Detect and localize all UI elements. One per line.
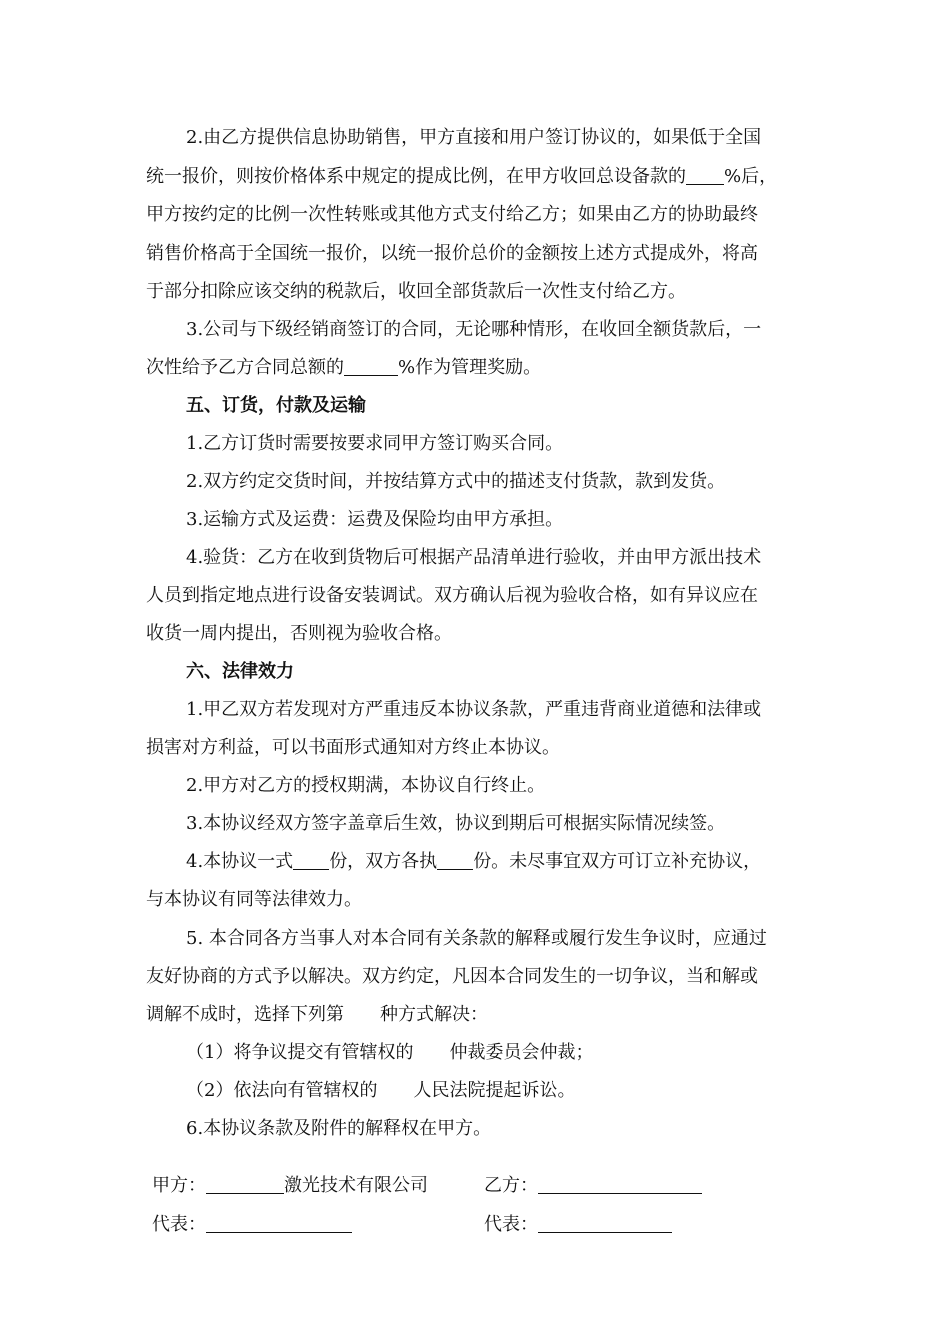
sec6-item2: 2.甲方对乙方的授权期满，本协议自行终止。: [186, 775, 546, 796]
party-a-company: 激光技术有限公司: [284, 1175, 428, 1196]
section6-heading: 六、法律效力: [186, 661, 294, 682]
sec6-item4-line1: [186, 849, 761, 875]
rep-a-signature: [152, 1212, 352, 1238]
sec6-item4-text-c: 份。未尽事宜双方可订立补充协议，: [473, 851, 762, 872]
each-holds-blank: [437, 851, 473, 870]
sec6-item3: 3.本协议经双方签字盖章后生效，协议到期后可根据实际情况续签。: [186, 813, 726, 834]
sec4-item2-text-a: 统一报价，则按价格体系中规定的提成比例，在甲方收回总设备款的: [146, 166, 686, 187]
sec5-item4-line3: 收货一周内提出，否则视为验收合格。: [146, 623, 452, 644]
rep-a-blank: [206, 1214, 352, 1233]
party-b-signature: [484, 1173, 702, 1199]
sec6-item6: 6.本协议条款及附件的解释权在甲方。: [186, 1118, 492, 1139]
sec4-item3-text-b: %作为管理奖励。: [398, 357, 542, 378]
sec5-item1: 1.乙方订货时需要按要求同甲方签订购买合同。: [186, 433, 564, 454]
bonus-percent-blank: [344, 357, 398, 376]
party-a-signature: [152, 1173, 428, 1199]
sec4-item2-line1: 2.由乙方提供信息协助销售，甲方直接和用户签订协议的，如果低于全国: [186, 127, 762, 148]
rep-a-label: 代表：: [152, 1214, 206, 1235]
sec6-item5-line3: 调解不成时，选择下列第 种方式解决：: [146, 1004, 488, 1025]
party-a-label: 甲方：: [152, 1175, 206, 1196]
sec6-item4-text-a: 4.本协议一式: [186, 851, 294, 872]
sec6-item4-line2: 与本协议有同等法律效力。: [146, 889, 362, 910]
sec4-item2-text-b: %后，: [724, 166, 778, 187]
sec4-item2-line2: [146, 164, 777, 190]
rep-b-signature: [484, 1212, 672, 1238]
sec4-item3-text-a: 次性给予乙方合同总额的: [146, 357, 344, 378]
party-a-name-blank: [206, 1175, 284, 1194]
sec5-item4-line1: 4.验货：乙方在收到货物后可根据产品清单进行验收，并由甲方派出技术: [186, 547, 762, 568]
sec5-item2: 2.双方约定交货时间，并按结算方式中的描述支付货款，款到发货。: [186, 471, 726, 492]
sec4-item2-line3: 甲方按约定的比例一次性转账或其他方式支付给乙方；如果由乙方的协助最终: [146, 204, 758, 225]
sec5-item4-line2: 人员到指定地点进行设备安装调试。双方确认后视为验收合格，如有异议应在: [146, 585, 758, 606]
party-b-name-blank: [538, 1175, 702, 1194]
sec4-item3-line2: [146, 355, 541, 381]
section5-heading: 五、订货，付款及运输: [186, 395, 366, 416]
sec6-item5-option1: （1）将争议提交有管辖权的 仲裁委员会仲裁；: [186, 1042, 594, 1063]
sec6-item1-line2: 损害对方利益，可以书面形式通知对方终止本协议。: [146, 737, 560, 758]
sec6-item4-text-b: 份，双方各执: [329, 851, 438, 872]
sec6-item5-line1: 5. 本合同各方当事人对本合同有关条款的解释或履行发生争议时，应通过: [186, 928, 767, 949]
sec4-item2-line5: 于部分扣除应该交纳的税款后，收回全部货款后一次性支付给乙方。: [146, 281, 686, 302]
percent-blank: [686, 166, 724, 185]
copies-blank: [293, 851, 329, 870]
sec6-item1-line1: 1.甲乙双方若发现对方严重违反本协议条款，严重违背商业道德和法律或: [186, 699, 762, 720]
party-b-label: 乙方：: [484, 1175, 538, 1196]
sec4-item2-line4: 销售价格高于全国统一报价，以统一报价总价的金额按上述方式提成外，将高: [146, 243, 758, 264]
sec6-item5-option2: （2）依法向有管辖权的 人民法院提起诉讼。: [186, 1080, 576, 1101]
rep-b-label: 代表：: [484, 1214, 538, 1235]
sec4-item3-line1: 3.公司与下级经销商签订的合同，无论哪种情形，在收回全额货款后，一: [186, 319, 762, 340]
rep-b-blank: [538, 1214, 672, 1233]
sec6-item5-line2: 友好协商的方式予以解决。双方约定，凡因本合同发生的一切争议，当和解或: [146, 966, 758, 987]
sec5-item3: 3.运输方式及运费：运费及保险均由甲方承担。: [186, 509, 564, 530]
